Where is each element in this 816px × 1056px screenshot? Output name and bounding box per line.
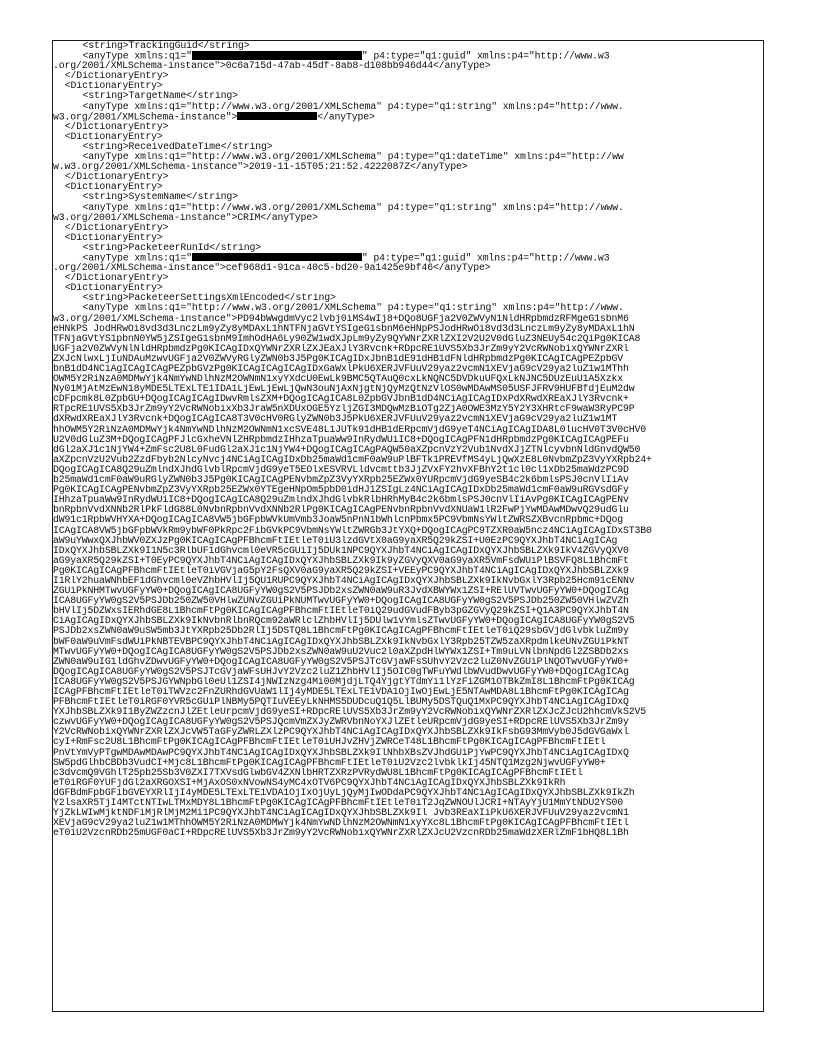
base64-line: IDxQYXJhbSBLZXk9I1N5c3RlbUF1dGhvcml0eVR5cGUiIj5DUk1NPC9QYXJhbT4NCiAgICAgIDxQYXJhbSBLZXk9IkV4ZGVyQXV0 (53, 545, 629, 556)
document-frame (52, 40, 764, 1012)
xml-line: </DictionaryEntry> (64, 172, 169, 183)
xml-line: </DictionaryEntry> (64, 121, 169, 132)
base64-line: XEVjaG9cV29ya2luZ1w1MThhOWM5Y2RiNzA0MDMwYjk4NmYwNDlhNzM2OWNmN1xyYXc8L1BhcmFtPg0KICAgICAgPFBhcmFtIEtl (53, 818, 629, 829)
base64-line: YXJhbSBLZXk9I1ByZWZzcnJlZEtleUrpcmVjdG9yeSI+RDpcRElUVS5Xb3JrZm9yY2VcRWNobixQYWNrZXRlZXJcZJcU2hhcmVkS2V5 (53, 707, 646, 718)
xml-line: <DictionaryEntry> (64, 182, 163, 193)
base64-line: dGl2aXJ1c1NjYW4+ZmFsc2U8L0FudGl2aXJ1c1NjYW4+DQogICAgICAgPAQW50aXZpcnVzY2Vub1NvdXJjZTNlcyvbnNldGnvdQW50 (53, 444, 641, 455)
base64-line: ICAgPFBhcmFtIEtleT0iTWVzc2FnZURhdGVUaW1lIj4yMDE5LTExLTE1VDA1OjIwOjEwLjE5NTAwMDA8L1BhcmFtPg0KICAgICAg (53, 687, 629, 697)
xml-line: </DictionaryEntry> (64, 222, 169, 233)
base64-line: cDFpcmk8L0ZpbGU+DQogICAgICAgIDwvRmlsZXM+DQogICAgICA8L0ZpbGVJbnB1dD4NCiAgICAgIDxPdXRwdXREaXJlY3Rvcnk+ (53, 394, 629, 405)
base64-line: bWF0aW9uVmFsdWUiPkNBTEVBPC9QYXJhbT4NCiAgICAgIDxQYXJhbSBLZXk9IkNvbGxlY3Rpb25TZW5zaXRpdmlkeUNvZGUiPkNT (53, 636, 629, 647)
xml-line (53, 51, 763, 61)
redaction-block (192, 253, 362, 262)
base64-line: UGFja2V0ZWVyNlNldHRpbmdzPg0KICAgIDxQYWNrZXRlZXJEaXJlY3Rvcnk+RDpcRE1UVS5Xb3JrZm9yY2VcRWNobixQYWNrZXRl (53, 343, 629, 354)
base64-line: ICA8UGFyYW0gS2V5PSJDb250ZW50VHlwZUNvZGUiPkNUMTwvUGFyYW0+DQogICAgICA8UGFyYW0gS2V5PSJDb250ZW50VHlwZVZh (53, 596, 629, 607)
base64-line: ZXJcNlwxLjIuNDAuMzwvUGFja2V0ZWVyRGlyZWN0b3J5Pg0KICAgIDxJbnB1dE91dHB1dFNldHRpbmdzPg0KICAgICAgPEZpbGV (53, 353, 623, 364)
xml-fragment: " p4:type="q1:guid" xmlns:p4="http://www.w3 (361, 252, 610, 264)
base64-line: ICAgICA8VW5jbGFpbWVkRm9ybWF0PkRpc2FibGVkPC9VbmNsYWltZWRGb3JtYXQ+DQogICAgPC9TZXR0aW5ncz4NCiAgICAgIDxST3B0 (53, 525, 652, 536)
xml-line: </DictionaryEntry> (64, 71, 169, 82)
xml-line: <string>PacketeerSettingsXmlEncoded</string> (82, 293, 336, 304)
base64-line: bnRpbnVvdXNNb2RlPkFldG88L0NvbnRpbnVvdXNNb2RlPg0KICAgICAgPENvbnRpbnVvdXNUaW1lR2FwPjYwMDAwMDwvQ29udGlu (53, 505, 629, 516)
xml-fragment: w3.org/2001/XMLSchema-instance"> (53, 111, 238, 122)
base64-line: b25maWd1cmF0aW9uRGlyZWN0b3J5Pg0KICAgICAgPENvbmZpZ3VyYXRpb25EZWx0YURpcmVjdG9yeSB4c2k6bmlsPSJ0cnVlIiAv (53, 475, 629, 486)
base64-line: c3dvcmQ9VGhlT25pb25Sb3V0ZXI7TXVsdGlwbGV4ZXNlbHRTZXRzPVRydWU8L1BhcmFtPg0KICAgICAgPFBhcmFtIEtl (53, 767, 583, 778)
base64-line: PnVtYmVyPTgwMDAwMDAwPC9QYXJhbT4NCiAgICAgIDxQYXJhbSBLZXk9IlNhbXBsZVJhdGUiPjYwPC9QYXJhbT4NCiAgICAgIDxQ (53, 747, 629, 758)
base64-line: dXRwdXREaXJlY3Rvcnk+DQogICAgICA8T3V0cHV0RGlyZWN0b3J5PkU6XERJVFUuV29yaz2vcmN1XEVjaG9cV29ya2luZ1w1MT (53, 414, 618, 425)
xml-line: w3.org/2001/XMLSchema-instance">CRIM</anyType> (53, 212, 318, 223)
xml-line: <anyType xmlns:q1="http://www.w3.org/2001/XMLSchema" p4:type="q1:dateTime" xmlns:p4="http://ww (82, 152, 624, 163)
xml-fragment: " p4:type="q1:guid" xmlns:p4="http://www.w3 (361, 51, 610, 62)
base64-line: Ny01MjAtMzEwN18yMDE5LTExLTE1IDA1LjEwLjEwLjQwN3ouNjAxNjgtNjQyMzQtNzVlOS0wMDAwMS05USFJFRV9HUFBfdjEuM2dw (53, 384, 635, 395)
base64-line: eT0iRGF0YUFjdGl2aXRGOXSI+MjAxOS0xNVowNS4yMC4xOTV6PC9QYXJhbT4NCiAgICAgIDxQYXJhbSBLZXk9IkRh (53, 777, 566, 788)
base64-line: cyI+RmFsc2U8L1BhcmFtPg0KICAgICAgPFBhcmFtIEtleT0iUHJvZHVjZWRCeT48L1BhcmFtPg0KICAgICAgPFBhcmFtIEtl (53, 737, 606, 748)
base64-line: dGFBdmFpbGFibGVEYXRlIjI4yMDE5LTExLTE1VDA1OjIxOjUyLjQyMjIwODdaPC9QYXJhbT4NCiAgICAgIDxQYXJhbSBLZXk9IkZh (53, 787, 635, 798)
base64-block (53, 314, 763, 839)
xml-fragment: <anyType xmlns:q1=" (82, 51, 192, 62)
base64-line: TFNjaGVtYS1pbnN0YW5jZSIgeG1sbnM9ImhOdHA6Ly90ZW1wdXJpLm9yZy9QYWNrZXRlZXI2V2U2V0dGluZ3NEUy54c2QiPg0KICA8 (53, 333, 641, 344)
base64-line: hhOWM5Y2RiNzA0MDMwYjk4NmYwNDlhNzM2OWNmN1xcSVE48L1JUTk91dHB1dERpcmVjdG9yeT4NCiAgICAgIDA8L0lucHV0T3V0cHV0 (53, 424, 646, 435)
base64-line: U2V0dGluZ3M+DQogICAgPFJlcGxheVNlZHRpbmdzIHhzaTpuaWw9InRydWUiIC8+DQogICAgPFN1dHRpbmdzPg0KICAgICAgPEFu (53, 434, 629, 445)
xml-line: <string>ReceivedDateTime</string> (82, 141, 273, 152)
base64-line: ZWN0aW9uIG1ldGhvZDwvUGFyYW0+DQogICAgICA8UGFyYW0gS2V5PSJTcGVjaWFsSUhvY2Vzc2luZ0NvZGUiPlNQOTwvUGFyYW0+ (53, 656, 629, 667)
base64-line: ZGUiPkNHMTwvUGFyYW0+DQogICAgICA8UGFyYW0gS2V5PSJDb2xsZWN0aW9uR3JvdXBWYWx1ZSI+RElUVTwvUGFyYW0+DQogICAg (53, 586, 629, 597)
base64-line: PSJDb2xsZWN0aW9uSW5mb3JtYXRpb25Db2RlIj5DSTQ8L1BhcmFtPg0KICAgICAgPFBhcmFtIEtleT0iQ29sbGVjdGlvbkluZm9y (53, 626, 629, 637)
xml-line (53, 253, 763, 263)
base64-line: Pg0KICAgICAgPENvbmZpZ3VyYXRpb25EZWx0YTEgeHNpOm5pbD0idHJ1ZSIgLz4NCiAgICAgIDxDb25maWd1cmF0aW9uRGVsdGFy (53, 485, 629, 496)
base64-line: ICA8UGFyYW0gS2V5PSJGYWNpbGl0eUl1ZSI4jNWIzNzg4Mi00MjdjLTQ4YjgtYTdmYi1lYzFiZGM1OTBkZmI8L1BhcmFtPg0KICAg (53, 676, 635, 687)
base64-line: YjZkLWIwMjktNDFiMjRlMjM2Mi1PC9QYXJhbT4NCiAgICAgIDxQYXJhbSBLZXk9Il Jvb3REaXIiPkU6XERJVFUuV29yaz2vcmN1 (53, 808, 629, 819)
base64-line: Y2VcRWNobixQYWNrZXRlZXJcVW5TaGFyZWRLZXlzPC9QYXJhbT4NCiAgICAgIDxQYXJhbSBLZXk9IkFsbG93MmVyb0J5dGVGaWxl (53, 727, 629, 738)
xml-line: <string>TrackingGuid</string> (82, 41, 250, 51)
xml-line: <string>SystemName</string> (82, 192, 238, 203)
xml-line: .org/2001/XMLSchema-instance">cef968d1-91ca-40c5-bd20-9a1425e9bf46</anyType> (53, 263, 491, 274)
base64-line: eT0iU2VzcnRDb25mUGF0aCI+RDpcRElUVS5Xb3JrZm9yY2VcRWNobixQYWNrZXRlZXJcU2VzcnRDb25maWdzXERlZmF1bHQ8L1Bh (53, 828, 629, 839)
base64-line: DQogICAgICA8Q29uZmlndXJhdGlvblRpcmVjdG9yeT5EOlxESVRVLldvcmttb3JjZVxFY2hvXFBhY2t1cl0cl1xDb25maWdzPC9D (53, 464, 629, 475)
xml-line: <anyType xmlns:q1="http://www.w3.org/2001/XMLSchema" p4:type="q1:string" xmlns:p4="http://www. (82, 101, 624, 112)
xml-fragment: <anyType xmlns:q1=" (82, 252, 192, 264)
base64-line: bnB1dD4NCiAgICAgICAgPEZpbGVzPg0KICAgICAgICAgIDxGaWxlPkU6XERJVFUuV29yaz2vcmN1XEVjaG9cV29ya2luZ1w1MThh (53, 364, 629, 374)
base64-line: czwvUGFyYW0+DQogICAgICA8UGFyYW0gS2V5PSJQcmVmZXJyZWRVbnNoYXJlZEtleURpcmVjdG9yeSI+RDpcRElUVS5Xb3JrZm9y (53, 717, 629, 728)
xml-document (53, 41, 763, 838)
xml-line: .org/2001/XMLSchema-instance">0c6a715d-47ab-45df-8ab8-d108bb946d44</anyType> (53, 61, 491, 72)
base64-line: dW91c1RpbWVHYXA+DQogICAgICA8VW5jbGFpbWVkUmVmb3JoaW5nPnN1bWhlcnPbmx5PC9VbmNsYWltZWRSZXBvcnRpbmc+DQog (53, 515, 623, 526)
xml-line: <DictionaryEntry> (64, 131, 163, 142)
base64-line: bHVlIj5DZWxsIERhdGE8L1BhcmFtPg0KICAgICAgPFBhcmFtIEtleT0iQ29udGVudFByb3pGZGVyQ29kZSI+Q1A3PC9QYXJhbT4N (53, 606, 629, 617)
xml-line: <anyType xmlns:q1="http://www.w3.org/2001/XMLSchema" p4:type="q1:string" xmlns:p4="http://www. (82, 202, 624, 213)
base64-line: IHhzaTpuaWw9InRydWUiIC8+DQogICAgICA8Q29uZmlndXJhdGlvbkRlbHRhMyB4c2k6bmlsPSJ0cnVlIiAvPg0KICAgICAgPENv (53, 495, 629, 506)
xml-fragment: </anyType> (317, 111, 375, 122)
base64-line: eHNkPS JodHRwOi8vd3d3LnczLm9yZy8yMDAxL1hNTFNjaGVtYSIgeG1sbnM6eHNpPSJodHRwOi8vd3d3LnczLm9yZy8yMDAxL1hN (53, 323, 635, 334)
base64-line: Pg0KICAgICAgPFBhcmFtIEtleT0iVGVjaG5pY2FsQXV0aG9yaXR5Q29kZSI+VEEyPC9QYXJhbT4NCiAgICAgIDxQYXJhbSBLZXk9 (53, 565, 629, 576)
base64-line: w3.org/2001/XMLSchema-instance">PD94bWwgdmVyc2lvbj0iMS4wIj8+DQo8UGFja2V0ZWVyN1NldHRpbmdzRFMgeG1sbnM6 (53, 313, 629, 324)
xml-line (53, 112, 763, 122)
base64-line: DQogICAgICA8UGFyYW0gS2V5PSJTcGVjaWFsUHJvY2Vzc2luZ1ZhbHVlIj5OIC0gTWFuYWdlbWVudDwvUGFyYW0+DQogICAgICAg (53, 666, 629, 677)
base64-line: aG9yaXR5Q29kZSI+T0EyPC9QYXJhbT4NCiAgICAgIDxQYXJhbSBLZXk9Ik9yZGVyQXV0aG9yaXR5VmFsdWUiPlBSVFQ8L1BhcmFt (53, 555, 629, 566)
base64-line: OWM5Y2RiNzA0MDMwYjk4NmYwNDlhNzM2OWNmN1xyYXdcU0EwLk9BMC5QTAuQ0cxLkNQNC5DVDkuUFQxLkNJNC5DUzEuU1A5Xzkx (53, 374, 623, 385)
xml-line: <string>PacketeerRunId</string> (82, 242, 261, 253)
redaction-block (192, 51, 362, 60)
xml-line: <anyType xmlns:q1="http://www.w3.org/2001/XMLSchema" p4:type="q1:string" xmlns:p4="http://www. (82, 303, 624, 314)
xml-line: </DictionaryEntry> (64, 273, 169, 284)
xml-line: <DictionaryEntry> (64, 232, 163, 243)
base64-line: aW9uYWwxQXJhbWV0ZXJzPg0KICAgICAgPFBhcmFtIEtleT0iU3lzdGVtX0aG9yaXR5Q29kZSI+U0EzPC9QYXJhbT4NCiAgICAg (53, 535, 618, 546)
base64-line: PFBhcmFtIEtleT0iRGF0YVR5cGUiPlNBMy5PQTIuVEEyLkNHMS5DUDcuQ1Q5LlBUMy5DSTQuQ1MxPC9QYXJhbT4NCiAgICAgIDxQ (53, 697, 629, 708)
xml-line: <DictionaryEntry> (64, 81, 163, 92)
xml-line: <DictionaryEntry> (64, 283, 163, 294)
base64-line: aXZpcnVzU2Vub2ZzdFbyb2NlcyNvcj4NCiAgICAgIDxDb25maWd1cmF0aW9uPlBFTk1PREVfMS4yLjQwXzE8L0NvbmZpZ3VyYXRpb24+ (53, 454, 652, 465)
xml-line: <string>TargetName</string> (82, 91, 238, 102)
base64-line: RTpcRE1UVS5Xb3JrZm9yY2VcRWNobixXb3JraW5nXDUxOGE5YzljZGI3MDQwMzBiOTg2ZjA0OWE3MzY5Y2Y3XHRtcF9waW3RyPC9P (53, 404, 635, 415)
base64-line: Y2lsaXR5TjI4MTctNTIwLTMxMDY8L1BhcmFtPg0KICAgICAgPFBhcmFtIEtleT0iT2JqZWNOUlJCRI+NTAyYjU1MmYtNDU2YS00 (53, 798, 623, 809)
redaction-block (237, 112, 317, 121)
xml-line: w.w3.org/2001/XMLSchema-instance">2019-11-15T05:21:52.4222087Z</anyType> (53, 162, 468, 173)
base64-line: I1RlY2huaWNhbEF1dGhvcml0eVZhbHVlIj5QU1RUPC9QYXJhbT4NCiAgICAgIDxQYXJhbSBLZXk9IkNvbGxlY3Rpb25Hcm91cENNv (53, 575, 635, 586)
base64-line: SW5pdGlhbCBDb3VudCI+Mjc8L1BhcmFtPg0KICAgICAgPFBhcmFtIEtleT0iU2Vzc2lvbklkIj45NTQ1Mzg2NjwvUGFyYW0+ (53, 757, 606, 768)
base64-line: CiAgICAgIDxQYXJhbSBLZXk9IkNvbnRlbnRQcm92aWRlclZhbHVlIj5DUlw1vYmlsZTwvUGFyYW0+DQogICAgICA8UGFyYW0gS2V5 (53, 616, 635, 627)
base64-line: MTwvUGFyYW0+DQogICAgICA8UGFyYW0gS2V5PSJDb2xsZWN0aW9uU2Vuc2l0aXZpdHlWYWx1ZSI+Tm9uLVNlbnNpdGl2ZSBDb2xs (53, 646, 629, 657)
